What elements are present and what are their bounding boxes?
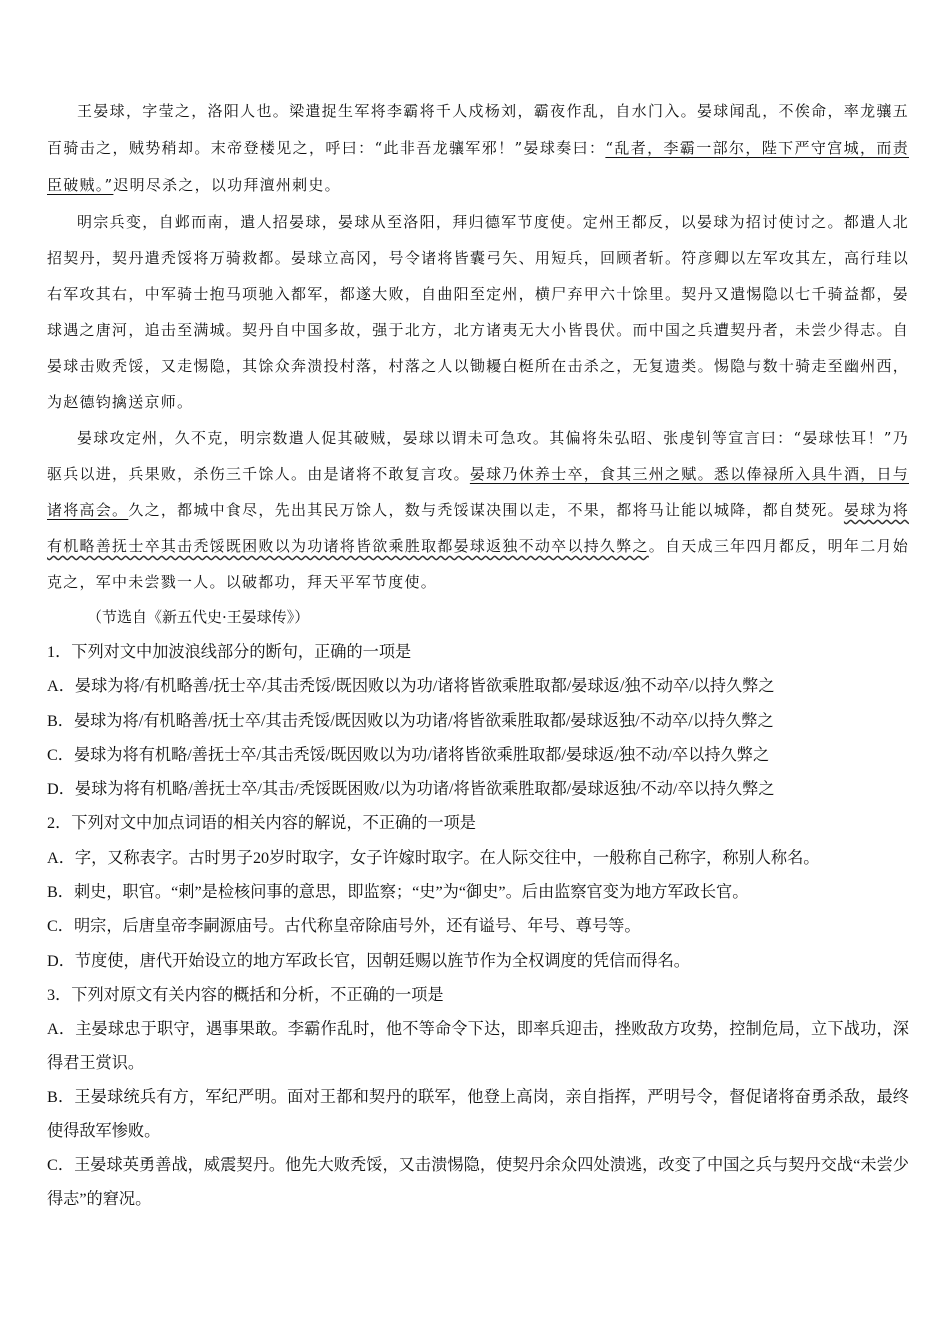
p3-text-after: 。自天成三年四月都反，明年二月始克之，军中未尝戮一人。以破都功，拜天平军节度使。 — [47, 537, 909, 591]
question-2-option-b: B．刺史，职官。“刺”是检核问事的意思，即监察；“史”为“御史”。后由监察官变为地方军政长官。 — [47, 883, 749, 902]
p3-text-middle: 久之，都城中食尽，先出其民万馀人，数与秃馁谋决围以走，不果，都将马让能以城降，都自焚死。 — [128, 501, 844, 519]
passage-paragraph-1 — [47, 93, 909, 204]
question-2-option-d: D．节度使，唐代开始设立的地方军政长官，因朝廷赐以旌节作为全权调度的凭信而得名。 — [47, 951, 690, 970]
passage-paragraph-3 — [47, 420, 909, 600]
p1-text-after: 迟明尽杀之，以功拜澶州刺史。 — [113, 176, 341, 194]
p3-underlined-sentence: 晏球乃休养士卒，食其三州之赋。悉以俸禄所入具牛酒，日与诸将高会。 — [47, 465, 909, 519]
passage-source: （节选自《新五代史·王晏球传》） — [87, 608, 310, 626]
question-2-stem: 2．下列对文中加点词语的相关内容的解说，不正确的一项是 — [47, 814, 476, 833]
question-3-option-b: B．王晏球统兵有方，军纪严明。面对王都和契丹的联军，他登上高岗，亲自指挥，严明号令，督促诸将奋勇杀敌，最终使得敌军惨败。 — [47, 1088, 909, 1141]
passage-paragraph-2: 明宗兵变，自邺而南，遣人招晏球，晏球从至洛阳，拜归德军节度使。定州王都反，以晏球为招讨使讨之。都遣人北招契丹，契丹遣秃馁将万骑救都。晏球立高冈，号令诸将皆囊弓矢、用短兵，回顾者斩。符彦卿以左军攻其左，高行珪以右军攻其右，中军骑士抱马项驰入都军，都遂大败，自曲阳至定州，横尸弃甲六十馀里。契丹又遣惕隐以七千骑益都，晏球遇之唐河，追击至满城。契丹自中国多故，强于北方，北方诸夷无大小皆畏伏。而中国之兵遭契丹者，未尝少得志。自晏球击败秃馁，又走惕隐，其馀众奔溃投村落，村落之人以锄耰白梃所在击杀之，无复遗类。惕隐与数十骑走至幽州西，为赵德钧擒送京师。 — [47, 213, 909, 411]
p3-text-before: 晏球攻定州，久不克，明宗数遣人促其破贼，晏球以谓未可急攻。其偏将朱弘昭、张虔钊等宣言曰：“晏球怯耳！”乃驱兵以进，兵果败，杀伤三千馀人。由是诸将不敢复言攻。 — [47, 429, 909, 483]
document-page — [47, 93, 909, 1216]
question-3-option-c: C．王晏球英勇善战，威震契丹。他先大败秃馁，又击溃惕隐，使契丹余众四处溃逃，改变了中国之兵与契丹交战“未尝少得志”的窘况。 — [47, 1156, 909, 1209]
p1-text-before: 王晏球，字莹之，洛阳人也。梁遣捉生军将李霸将千人戍杨刘，霸夜作乱，自水门入。晏球闻乱，不俟命，率龙骧五百骑击之，贼势稍却。末帝登楼见之，呼曰：“此非吾龙骧军邪！”晏球奏曰： — [47, 102, 909, 157]
p3-wavy-underlined-sentence: 晏球为将有机略善抚士卒其击秃馁既困败以为功诸将皆欲乘胜取都晏球返独不动卒以持久弊之 — [47, 501, 909, 555]
question-2-option-a: A．字，又称表字。古时男子20岁时取字，女子许嫁时取字。在人际交往中，一般称自己称字，称别人称名。 — [47, 848, 820, 867]
p1-underlined-quote: “乱者，李霸一部尔，陛下严守宫城，而责臣破贼。” — [47, 139, 909, 194]
question-2-option-c: C．明宗，后唐皇帝李嗣源庙号。古代称皇帝除庙号外，还有谥号、年号、尊号等。 — [47, 917, 641, 936]
question-1-option-b: B．晏球为将/有机略善/抚士卒/其击秃馁/既因败以为功诸/将皆欲乘胜取都/晏球返独/不动卒/以持久弊之 — [47, 711, 774, 730]
question-1-option-d: D．晏球为将有机略/善抚士卒/其击/秃馁既困败/以为功诸/将皆欲乘胜取都/晏球返独/不动/卒以持久弊之 — [47, 780, 775, 799]
question-3-option-a: A．主晏球忠于职守，遇事果敢。李霸作乱时，他不等命令下达，即率兵迎击，挫败敌方攻势，控制危局，立下战功，深得君王赏识。 — [47, 1020, 909, 1073]
question-1-option-c: C．晏球为将有机略/善抚士卒/其击秃馁/既因败以为功/诸将皆欲乘胜取都/晏球返/独不动/卒以持久弊之 — [47, 745, 770, 764]
question-1-option-a: A．晏球为将/有机略善/抚士卒/其击秃馁/既因败以为功/诸将皆欲乘胜取都/晏球返/独不动卒/以持久弊之 — [47, 677, 775, 696]
question-3-stem: 3．下列对原文有关内容的概括和分析，不正确的一项是 — [47, 985, 444, 1004]
question-1-stem: 1．下列对文中加波浪线部分的断句，正确的一项是 — [47, 643, 412, 661]
